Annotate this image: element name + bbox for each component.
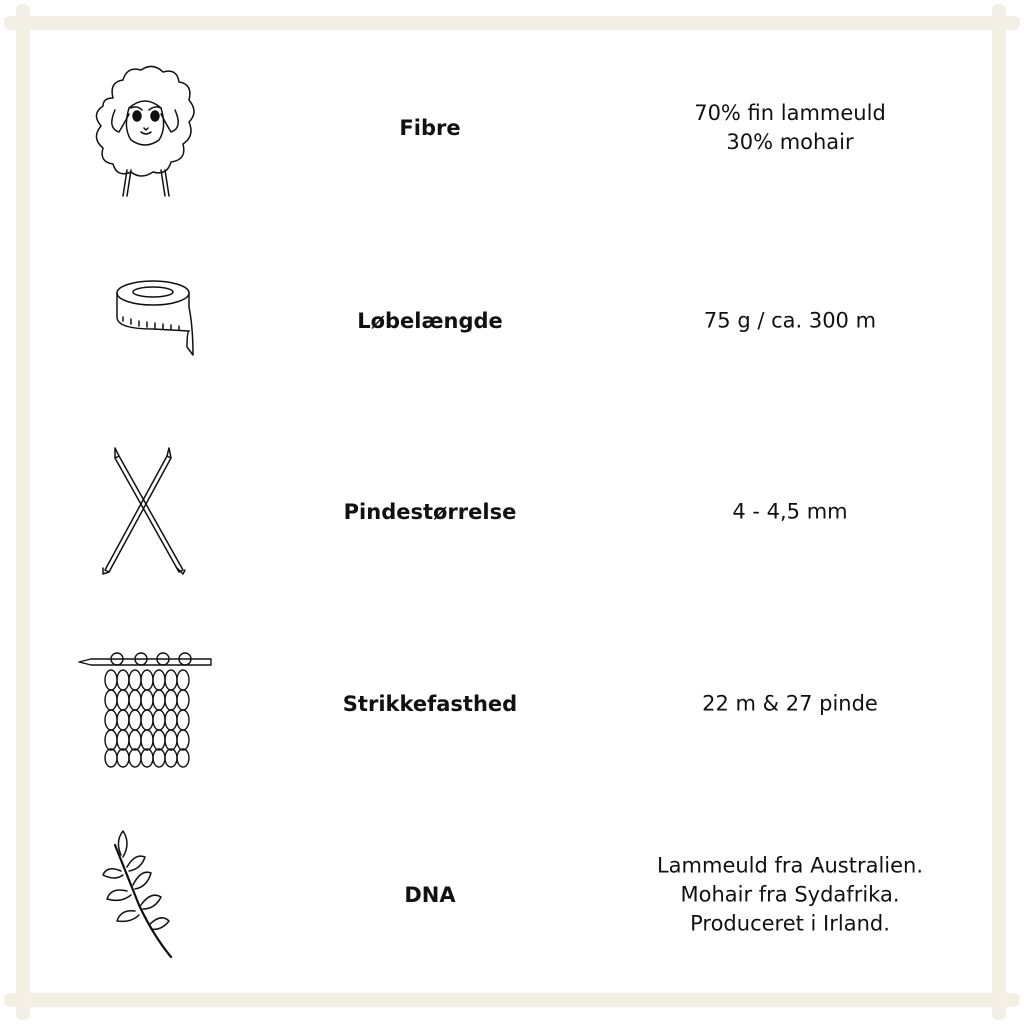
- knitting-needles-icon: [75, 442, 215, 582]
- frame-right-border: [992, 4, 1006, 1020]
- frame-left-border: [16, 4, 30, 1020]
- value-line: 30% mohair: [726, 130, 854, 154]
- sheep-icon: [75, 58, 215, 198]
- value-line: 22 m & 27 pinde: [702, 691, 878, 716]
- row-label: Løbelængde: [357, 309, 503, 333]
- row-value: [620, 99, 960, 157]
- frame-bottom-border: [4, 993, 1020, 1007]
- plant-sprig-icon: [75, 825, 215, 965]
- value-line: Mohair fra Sydafrika.: [680, 882, 900, 907]
- row-value: [620, 690, 960, 719]
- value-line: Lammeuld fra Australien.: [656, 853, 924, 878]
- row-value: [620, 307, 960, 336]
- row-label: Strikkefasthed: [342, 692, 518, 716]
- row-label: Fibre: [399, 116, 461, 140]
- value-line: 75 g / ca. 300 m: [703, 308, 877, 333]
- frame-top-border: [4, 16, 1020, 30]
- value-line: 70% fin lammeuld: [694, 101, 886, 125]
- row-value: [620, 852, 960, 939]
- value-line: Produceret i Irland.: [690, 911, 890, 936]
- knitted-swatch-icon: [75, 634, 215, 774]
- value-line: 4 - 4,5 mm: [732, 499, 848, 524]
- row-value: [620, 498, 960, 527]
- row-label: DNA: [404, 883, 456, 907]
- tape-measure-icon: [75, 251, 215, 391]
- row-label: Pindestørrelse: [343, 500, 517, 524]
